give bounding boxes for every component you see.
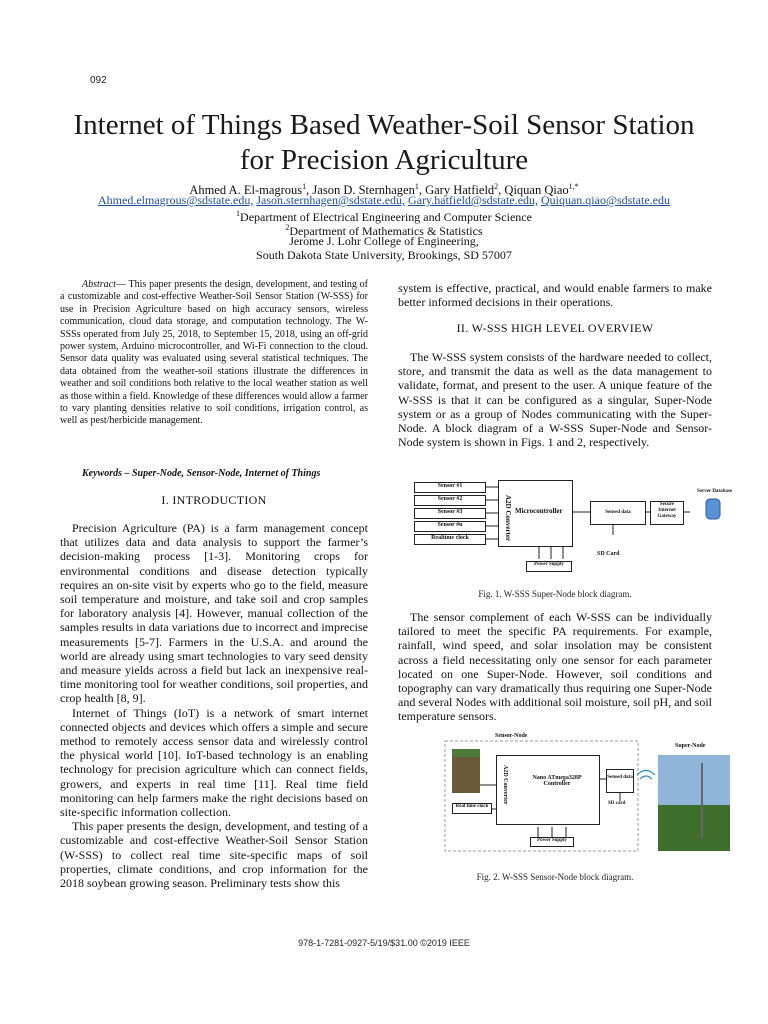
controller-label: Nano ATmega328P Controller [532, 775, 582, 787]
overview-body-2 [398, 610, 712, 724]
author-name: Ahmed A. El-magrous [189, 183, 303, 198]
affiliation-3: Jerome J. Lohr College of Engineering, [289, 234, 479, 248]
paragraph: Precision Agriculture (PA) is a farm management concept that utilizes data and data analysis to support the farmer’s decision-making process [1-3]. Monitoring crops for environmental conditions and disease detection typically requires an on-site visit by experts who go to the field, measure soil temperature and moisture, and take soil and crop samples for laboratory analysis [4]. However, manual collection of the samples results in data variations due to incorrect and imprecise measurements [5-7]. Farmers in the U.S.A. and around the world are already using smart technologies to vary seed density and measure yields across a field but lack an inexpensive real-time monitoring tool for weather conditions, soil properties, and crop health [8, 9]. [60, 521, 368, 706]
figure-2-diagram [440, 733, 730, 863]
affiliation-4: South Dakota State University, Brookings, SD 57007 [256, 248, 512, 262]
author-list: Ahmed A. El-magrous$^1$, Jason D. Sternhagen$^1$, Gary Hatfield$^2$, Qiquan Qiao$^{1,*}$ [189, 182, 579, 198]
paragraph: The W-SSS system consists of the hardware needed to collect, store, and transmit the data as well as the data management to validate, format, and present to the user. A unique feature of the W-SSS is that it can be configured as a singular, Super-Node system or as a group of Nodes communicating with the Super-Node. A block diagram of a W-SSS Super-Node and Sensor-Node system is shown in Figs. 1 and 2, respectively. [398, 350, 712, 450]
figure-1-diagram [414, 477, 734, 577]
controller-box [496, 755, 600, 825]
affiliation-1: $^1$Department of Electrical Engineering and Computer Science [236, 209, 532, 224]
adc-label: A2D Converter [504, 495, 512, 542]
sensor-box: Sensor #n [414, 521, 486, 532]
figure-1-caption: Fig. 1. W-SSS Super-Node block diagram. [478, 589, 632, 599]
author-name: Qiquan Qiao [504, 183, 569, 198]
sensed-data-box: Sensed data [606, 769, 634, 793]
power-supply-box: Power Supply [526, 561, 572, 572]
clock-box: Realtime clock [414, 534, 486, 545]
email-link[interactable]: Gary.hatfield@sdstate.edu, [408, 193, 538, 207]
mcu-label: Microcontroller [515, 507, 563, 515]
paragraph: Internet of Things (IoT) is a network of smart internet connected objects and devices which offers a simple and secure method to remotely access sensor data and wirelessly control the physical world [10]. IoT-based technology is an enabling technology for precision agriculture which can connect fields, growers, and experts in real time [11]. Real time field monitoring can help farmers make the right decisions based on site-specific information collection. [60, 705, 368, 820]
sd-card-label: SD card [608, 801, 626, 806]
paragraph: The sensor complement of each W-SSS can be individually tailored to meet the specific PA requirements. For example, rainfall, wind speed, and solar insolation may be consistent across a field necessitating only one sensor for each parameter located on one Super-Node. However, soil conditions and topography can vary dramatically thus requiring one Super-Node and several Nodes with additional soil moisture, soil pH, and soil temperature sensors. [398, 610, 712, 724]
copyright-footer: 978-1-7281-0927-5/19/$31.00 ©2019 IEEE [298, 938, 470, 948]
affiliation-2: $^2$Department of Mathematics & Statistics [285, 223, 483, 238]
overview-body-1 [398, 350, 712, 449]
abstract [60, 279, 368, 428]
server-label: Server Database [697, 489, 733, 494]
author-name: Gary Hatfield [425, 183, 495, 198]
abstract-label: Abstract [82, 279, 116, 290]
power-supply-box: Power Supply [530, 837, 574, 847]
page-number: 092 [90, 75, 107, 86]
figure-2-caption: Fig. 2. W-SSS Sensor-Node block diagram. [476, 872, 634, 882]
paragraph: system is effective, practical, and would enable farmers to make better informed decisions in their operations. [398, 281, 712, 310]
email-link[interactable]: Ahmed.elmagrous@sdstate.edu, [98, 193, 254, 207]
figure-1-connectors [414, 477, 734, 577]
section-heading-overview: II. W-SSS HIGH LEVEL OVERVIEW [456, 321, 654, 335]
sensor-node-label: Sensor-Node [495, 733, 528, 739]
author-name: Jason D. Sternhagen [312, 183, 415, 198]
email-link[interactable]: Jason.sternhagen@sdstate.edu, [256, 193, 406, 207]
sensor-box: Sensor #1 [414, 482, 486, 493]
sd-card-label: SD Card [597, 551, 620, 557]
sensor-box: Sensor #3 [414, 508, 486, 519]
author-emails [60, 193, 708, 207]
sensed-data-box: Sensed data [590, 501, 646, 525]
email-link[interactable]: Quiquan.qiao@sdstate.edu [540, 193, 670, 207]
clock-box: Real time clock [452, 803, 492, 814]
section-heading-introduction: I. INTRODUCTION [161, 493, 267, 507]
abstract-text: — This paper presents the design, development, and testing of a customizable and cost-effective Weather-Soil Sensor Station (W-SSS) for use in Precision Agriculture based on high accuracy sensors, wireless communication, cloud data storage, and computation technology. The W-SSSs operated from July 25, 2018, to September 15, 2018, using an off-grid power system, Arduino microcontroller, and Wi-Fi connection to the cloud. Sensor data quality was evaluated using several statistical techniques. The data obtained from the weather-soil stations illustrate the differences in weather and soil conditions both relative to the local weather station as well as those within a field. Knowledge of these differences would allow a farmer to vary planting densities relative to soil conditions, irrigation control, as well as pest/herbicide management. [60, 279, 368, 427]
super-node-label: Super-Node [675, 743, 706, 749]
paragraph: This paper presents the design, development, and testing of a customizable and cost-effective Weather-Soil Sensor Station (W-SSS) to collect real time site-specific maps of soil properties, climate conditions, and crop information for the 2018 soybean growing season. Preliminary tests show this [60, 819, 368, 891]
paper-title: Internet of Things Based Weather-Soil Sensor Station for Precision Agriculture [73, 109, 695, 176]
sensor-box: Sensor #2 [414, 495, 486, 506]
gateway-box: Secure Internet Gateway [650, 501, 684, 525]
introduction-body [60, 521, 368, 890]
overview-continuation [398, 281, 712, 309]
adc-label: A2D Converter [502, 765, 508, 805]
keywords: Keywords – Super-Node, Sensor-Node, Internet of Things [82, 468, 321, 479]
